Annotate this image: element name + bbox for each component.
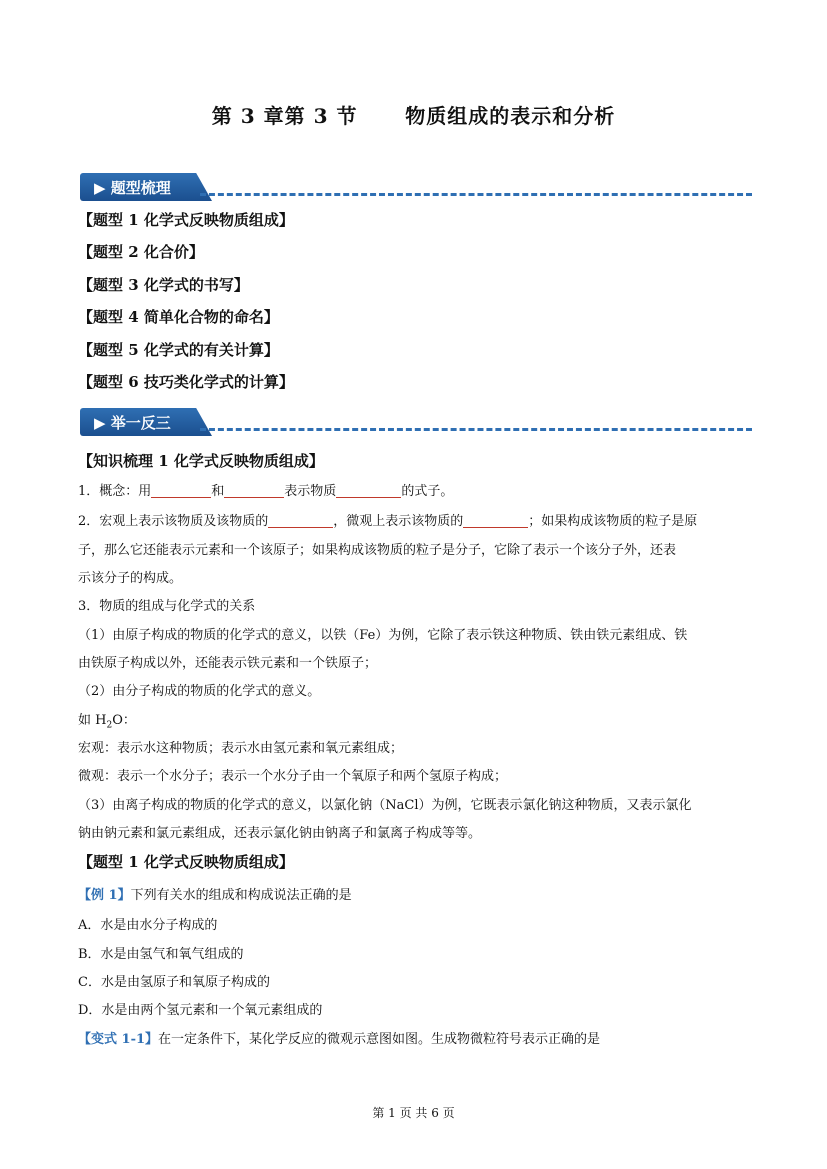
section-banner-types xyxy=(80,173,752,203)
type-item-6: 【题型 6 技巧类化学式的计算】 xyxy=(78,373,294,391)
page-footer: 第 1 页 共 6 页 xyxy=(372,1106,455,1120)
paragraph-1: 1．概念：用 和 表示物质 的式子。 xyxy=(78,484,454,499)
fill-blank[interactable] xyxy=(268,513,333,528)
paragraph-3-1: （1）由原子构成的物质的化学式的意义，以铁（Fe）为例，它除了表示铁这种物质、铁由铁元素组成、铁 xyxy=(78,628,688,643)
fill-blank[interactable] xyxy=(224,483,284,498)
knowledge-title: 【知识梳理 1 化学式反映物质组成】 xyxy=(78,452,324,470)
paragraph-3-1-line-2: 由铁原子构成以外，还能表示铁元素和一个铁原子； xyxy=(78,656,378,671)
dashed-divider xyxy=(200,428,752,431)
dashed-divider xyxy=(200,193,752,196)
banner-label: ▶ 题型梳理 xyxy=(94,179,171,197)
paragraph-2: 2．宏观上表示该物质及该物质的 ，微观上表示该物质的 ；如果构成该物质的粒子是原 xyxy=(78,514,698,529)
type-item-5: 【题型 5 化学式的有关计算】 xyxy=(78,341,279,359)
fill-blank[interactable] xyxy=(336,483,401,498)
micro-meaning: 微观：表示一个水分子；表示一个水分子由一个氧原子和两个氢原子构成； xyxy=(78,769,508,784)
type-item-4: 【题型 4 简单化合物的命名】 xyxy=(78,308,279,326)
example-label: 【例 1】 xyxy=(78,888,131,903)
macro-meaning: 宏观：表示水这种物质；表示水由氢元素和氧元素组成； xyxy=(78,741,404,756)
paragraph-3-2: （2）由分子构成的物质的化学式的意义。 xyxy=(78,684,321,699)
fill-blank[interactable] xyxy=(463,513,528,528)
paragraph-2-line-2: 子，那么它还能表示元素和一个该原子；如果构成该物质的粒子是分子，它除了表示一个该分子外，还表 xyxy=(78,543,677,558)
banner-label: ▶ 举一反三 xyxy=(94,414,171,432)
variant-1-1: 【变式 1-1】在一定条件下，某化学反应的微观示意图如图。生成物微粒符号表示正确的是 xyxy=(78,1032,601,1047)
formula-example: 如 $H_2O$： xyxy=(78,713,136,731)
option-d: D．水是由两个氢元素和一个氧元素组成的 xyxy=(78,1003,323,1018)
option-c: C．水是由氢原子和氧原子构成的 xyxy=(78,975,270,990)
section-banner-practice xyxy=(80,408,752,438)
paragraph-3-3: （3）由离子构成的物质的化学式的意义，以氯化钠（NaCl）为例，它既表示氯化钠这种物质，又表示氯化 xyxy=(78,798,692,813)
page-title: 第 3 章第 3 节 物质组成的表示和分析 xyxy=(211,104,616,128)
variant-label: 【变式 1-1】 xyxy=(78,1032,159,1047)
type1-heading: 【题型 1 化学式反映物质组成】 xyxy=(78,853,294,871)
type-item-1: 【题型 1 化学式反映物质组成】 xyxy=(78,211,294,229)
type-item-2: 【题型 2 化合价】 xyxy=(78,243,204,261)
paragraph-3-3-line-2: 钠由钠元素和氯元素组成，还表示氯化钠由钠离子和氯离子构成等等。 xyxy=(78,826,482,841)
example-1: 【例 1】下列有关水的组成和构成说法正确的是 xyxy=(78,888,352,903)
type-item-3: 【题型 3 化学式的书写】 xyxy=(78,276,249,294)
paragraph-3: 3．物质的组成与化学式的关系 xyxy=(78,599,256,614)
option-b: B．水是由氢气和氧气组成的 xyxy=(78,947,244,962)
paragraph-2-line-3: 示该分子的构成。 xyxy=(78,571,183,586)
option-a: A．水是由水分子构成的 xyxy=(78,918,218,933)
fill-blank[interactable] xyxy=(151,483,211,498)
